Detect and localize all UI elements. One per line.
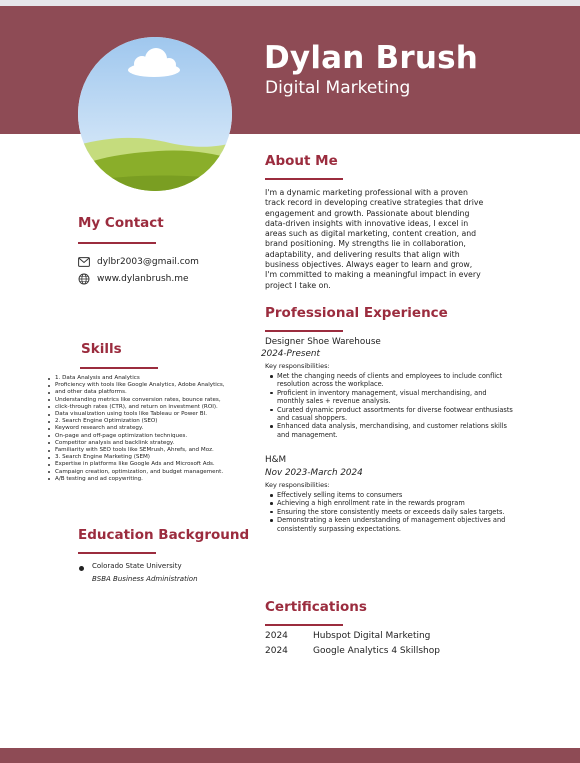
job-company: H&M: [265, 455, 287, 465]
job-bullet: Proficient in inventory management, visual merchandising, and monthly sales + revenue analysis.: [270, 389, 515, 406]
job-bullet-list: [270, 372, 515, 439]
certification-year: 2024: [265, 631, 288, 641]
skills-heading: Skills: [81, 341, 122, 357]
job-dates: Nov 2023-March 2024: [265, 468, 363, 478]
job-dates: 2024-Present: [261, 349, 320, 359]
education-bullet: [79, 566, 84, 571]
about-heading: About Me: [265, 153, 338, 169]
job-bullet: Effectively selling items to consumers: [270, 491, 515, 499]
about-paragraph: I'm a dynamic marketing professional with a proven track record in developing creative strategies that drive engagement and growth. Passionate about blending data-driven insights with innovative ideas, I excel in areas such as digital marketing, content creation, and brand positioning. My strengths lie in collaboration, adaptability, and delivering results that align with business objectives. Always eager to learn and grow, I'm committed to making a meaningful impact in every project I take on.: [265, 188, 484, 290]
job-responsibilities-label: Key responsibilities:: [265, 362, 330, 370]
skill-item: 1. Data Analysis and Analytics: [48, 375, 258, 382]
skills-divider: [80, 367, 158, 369]
certifications-divider: [265, 624, 343, 626]
skill-item: Familiarity with SEO tools like SEMrush, Ahrefs, and Moz.: [48, 447, 258, 454]
job-bullet: Achieving a high enrollment rate in the rewards program: [270, 499, 515, 507]
job-bullet: Curated dynamic product assortments for diverse footwear enthusiasts and casual shoppers.: [270, 406, 515, 423]
education-divider: [78, 552, 156, 554]
skill-item: A/B testing and ad copywriting.: [48, 476, 258, 483]
footer-band: [0, 748, 580, 763]
education-heading: Education Background: [78, 527, 250, 543]
job-bullet: Ensuring the store consistently meets or exceeds daily sales targets.: [270, 508, 515, 516]
certification-row: [265, 646, 440, 656]
job-bullet: Met the changing needs of clients and employees to include conflict resolution across the workplace.: [270, 372, 515, 389]
contact-email-row[interactable]: [78, 257, 199, 267]
skill-item: click-through rates (CTR), and return on investment (ROI).: [48, 404, 258, 411]
job-responsibilities-label: Key responsibilities:: [265, 481, 330, 489]
contact-website-row[interactable]: [78, 273, 189, 285]
experience-divider: [265, 330, 343, 332]
certification-name: Hubspot Digital Marketing: [313, 631, 431, 641]
skill-item: Expertise in platforms like Google Ads and Microsoft Ads.: [48, 461, 258, 468]
skill-item: Campaign creation, optimization, and budget management.: [48, 469, 258, 476]
job-bullet: Enhanced data analysis, merchandising, and customer relations skills and management.: [270, 422, 515, 439]
certification-year: 2024: [265, 646, 288, 656]
certification-name: Google Analytics 4 Skillshop: [313, 646, 440, 656]
candidate-name: Dylan Brush: [264, 40, 479, 76]
education-degree: BSBA Business Administration: [92, 575, 198, 583]
skill-item: 3. Search Engine Marketing (SEM): [48, 454, 258, 461]
about-divider: [265, 178, 343, 180]
job-bullet: Demonstrating a keen understanding of management objectives and consistently surpassing expectations.: [270, 516, 515, 533]
skill-item: 2. Search Engine Optimization (SEO): [48, 418, 258, 425]
skill-item: Competitor analysis and backlink strategy.: [48, 440, 258, 447]
certifications-heading: Certifications: [265, 599, 367, 615]
contact-divider: [78, 242, 156, 244]
job-company: Designer Shoe Warehouse: [265, 337, 381, 347]
profile-photo: [78, 37, 232, 191]
education-school: Colorado State University: [92, 562, 182, 570]
certification-row: [265, 631, 430, 641]
experience-heading: Professional Experience: [265, 305, 448, 321]
contact-heading: My Contact: [78, 215, 164, 231]
skill-item: On-page and off-page optimization techniques.: [48, 433, 258, 440]
skills-list: [48, 375, 258, 483]
contact-email[interactable]: dylbr2003@gmail.com: [97, 257, 199, 267]
skill-item: and other data platforms.: [48, 389, 258, 396]
skill-item: Understanding metrics like conversion rates, bounce rates,: [48, 397, 258, 404]
skill-item: Data visualization using tools like Tableau or Power BI.: [48, 411, 258, 418]
mail-icon: [78, 257, 90, 267]
skill-item: Proficiency with tools like Google Analytics, Adobe Analytics,: [48, 382, 258, 389]
skill-item: Keyword research and strategy.: [48, 425, 258, 432]
candidate-title: Digital Marketing: [265, 78, 411, 98]
job-bullet-list: [270, 491, 515, 533]
contact-website[interactable]: www.dylanbrush.me: [97, 274, 189, 284]
globe-icon: [78, 273, 90, 285]
